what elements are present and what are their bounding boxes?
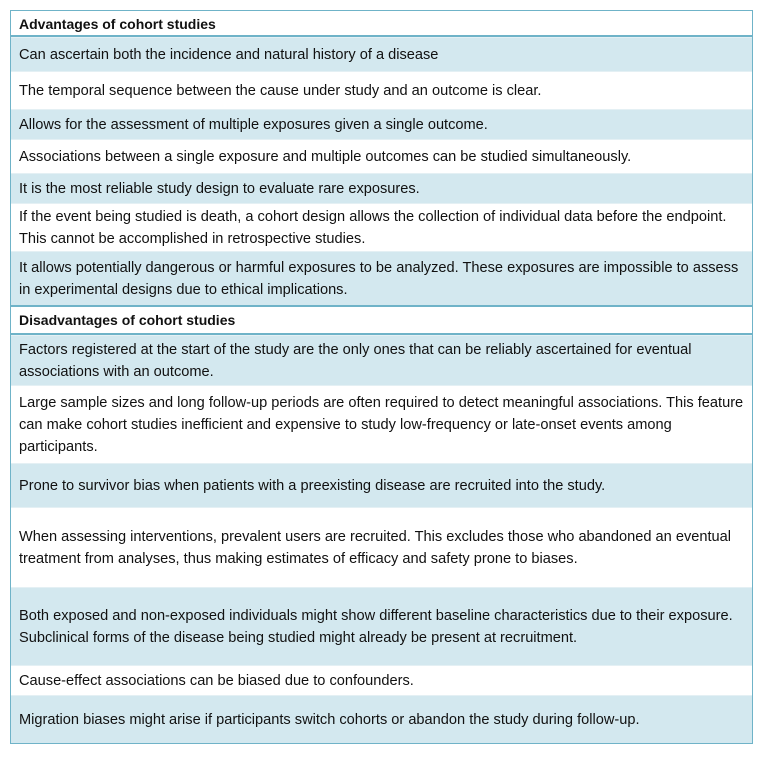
disadvantage-row-3: Prone to survivor bias when patients with a preexisting disease are recruited into the study. (11, 463, 752, 507)
cohort-studies-table (10, 10, 753, 744)
advantage-row-4: Associations between a single exposure and multiple outcomes can be studied simultaneously. (11, 139, 752, 173)
disadvantage-row-5: Both exposed and non-exposed individuals might show different baseline characteristics due to their exposure. Subclinical forms of the disease being studied might already be present at recruitment. (11, 587, 752, 665)
advantages-header: Advantages of cohort studies (11, 11, 752, 37)
disadvantage-row-1: Factors registered at the start of the study are the only ones that can be reliably ascertained for eventual associations with an outcome. (11, 335, 752, 385)
disadvantage-row-4: When assessing interventions, prevalent users are recruited. This excludes those who abandoned an eventual treatment from analyses, thus making estimates of efficacy and safety prone to biases. (11, 507, 752, 587)
advantage-row-2: The temporal sequence between the cause under study and an outcome is clear. (11, 71, 752, 109)
advantage-row-6: If the event being studied is death, a cohort design allows the collection of individual data before the endpoint. This cannot be accomplished in retrospective studies. (11, 203, 752, 251)
advantage-row-1: Can ascertain both the incidence and natural history of a disease (11, 37, 752, 71)
disadvantage-row-7: Migration biases might arise if participants switch cohorts or abandon the study during follow-up. (11, 695, 752, 743)
advantage-row-3: Allows for the assessment of multiple exposures given a single outcome. (11, 109, 752, 139)
advantage-row-7: It allows potentially dangerous or harmful exposures to be analyzed. These exposures are impossible to assess in experimental designs due to ethical implications. (11, 251, 752, 305)
disadvantages-header: Disadvantages of cohort studies (11, 305, 752, 335)
advantage-row-5: It is the most reliable study design to evaluate rare exposures. (11, 173, 752, 203)
disadvantage-row-2: Large sample sizes and long follow-up periods are often required to detect meaningful associations. This feature can make cohort studies inefficient and expensive to study low-frequency or late-onset events among participants. (11, 385, 752, 463)
disadvantage-row-6: Cause-effect associations can be biased due to confounders. (11, 665, 752, 695)
